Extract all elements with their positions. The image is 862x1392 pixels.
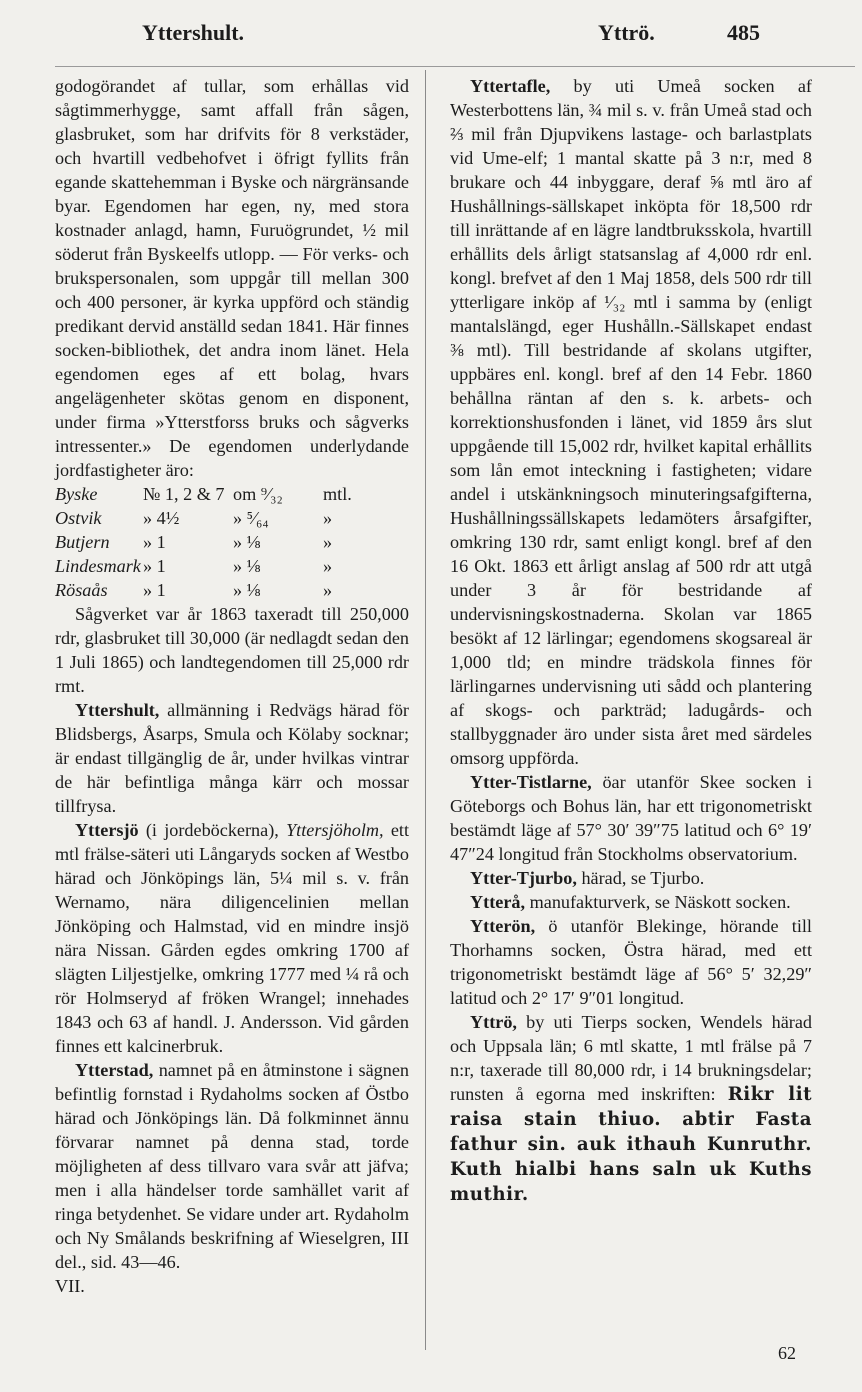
holding-fraction: » ⅛ bbox=[233, 532, 261, 552]
holding-unit: mtl. bbox=[323, 484, 352, 504]
entry-yttera bbox=[450, 890, 812, 914]
paragraph-sawmill: Sågverket var år 1863 taxeradt till 250,000 rdr, glasbruket till 30,000 (är nedlagdt sedan den 1 Juli 1865) och landtegendomen till 25,000 rdr rmt. bbox=[55, 604, 409, 696]
holding-row bbox=[55, 506, 409, 530]
entry-head: Ytterå, bbox=[470, 892, 526, 912]
holding-name: Byske bbox=[55, 484, 98, 504]
entry-ytter-tistlarne bbox=[450, 770, 812, 866]
entry-text: allmänning i Redvägs härad för Blidsbergs, Åsarps, Smula och Kölaby socknar; är endast tillgänglig de år, under hvilkas vintrar de här befintliga många kärr och mossar tillfrysa. bbox=[55, 700, 409, 816]
entry-ytterstad bbox=[55, 1058, 409, 1274]
left-column bbox=[55, 74, 409, 1298]
holding-fraction: » ⅛ bbox=[233, 556, 261, 576]
holding-number: » 4½ bbox=[143, 508, 180, 528]
holding-number: № 1, 2 & 7 bbox=[143, 484, 225, 504]
holding-fraction: » ⁵⁄₆₄ bbox=[233, 508, 269, 528]
footer-mark: 62 bbox=[778, 1343, 796, 1363]
header-right-title: Yttrö. bbox=[598, 20, 655, 45]
holdings-list bbox=[55, 482, 409, 602]
entry-head: Ytterön, bbox=[470, 916, 536, 936]
holding-row bbox=[55, 578, 409, 602]
entry-ytteron bbox=[450, 914, 812, 1010]
entry-ytter-tjurbo bbox=[450, 866, 812, 890]
header-rule bbox=[55, 66, 855, 67]
entry-text: härad, se Tjurbo. bbox=[576, 868, 705, 888]
holding-number: » 1 bbox=[143, 532, 166, 552]
holding-unit: » bbox=[323, 532, 333, 552]
entry-head: Yttertafle, bbox=[470, 76, 551, 96]
entry-text: by uti Umeå socken af Westerbottens län, ¾ mil s. v. från Umeå stad och ⅔ mil från Djupvikens lastage- och barlastplats vid Ume-elf; 1 mantal skatte på 3 n:r, med 8 brukare och 44 inbyggare, deraf ⅝ mtl äro af Hushållnings-sällskapet inköpta för 18,500 rdr till inrättande af en lägre landtbruksskola, hvartill erhållits dels årligt statsanslag af 4,000 rdr enl. kongl. brefvet af den 1 Maj 1858, dels 500 rdr till ytterligare inköp af ¹⁄₃₂ mtl i samma by (enligt mantalslängd, eger Hushålln.-Sällskapet endast ⅜ mtl). Till bestridande af skolans utgifter, uppbäres enl. kongl. bref af den 14 Febr. 1860 behållna räntan af den s. k. arbets- och korrektionshusfonden i länet, vid 1859 års slut uppgående till 15,002 rdr, hvilket kapital erhållits som lån emot inteckning i fastigheten; vidare andel i utskänkningsoch minuteringsafgifterna, Hushållningssällskapets ledamöters årsafgifter, omkring 130 rdr, samt enligt kongl. bref af den 16 Okt. 1863 ett årligt anslag af 500 rdr att utgå under 3 år för bestridande af undervisningskostnaderna. Skolan var 1865 besökt af 12 lärlingar; egendomens skogsareal är 1,000 tld; en mindre trädskola finnes för lärlingarnes undervisning uti sådd och plantering af skogs- och parkträd; ladugårds- och stallbyggnader äro under sista året med särdeles omsorg uppförda. bbox=[450, 76, 812, 768]
entry-text: ö utanför Blekinge, hörande till Thorhamns socken, Östra härad, med ett trigonometriskt bestämdt läge af 56° 5′ 32,29″ latitud och 2° 17′ 9″01 longitud. bbox=[450, 916, 812, 1008]
entry-head: Ytter-Tjurbo, bbox=[470, 868, 577, 888]
entry-text: ett mtl frälse-säteri uti Långaryds socken af Westbo härad och Jönköpings län, 5¼ mil s. v. från Wernamo, nära diligencelinien mellan Jönköping och Halmstad, vid en mindre insjö nära Nissan. Gården egdes omkring 1700 af slägten Liljestjelke, omkring 1777 med ¼ rå och rör Holmseryd af fröken Wrangel; innehades 1843 och 63 af handl. J. Andersson. Vid gården finnes ett kalcinerbruk. bbox=[55, 820, 410, 1056]
entry-text: (i jordeböckerna), bbox=[138, 820, 287, 840]
entry-text: manufakturverk, se Näskott socken. bbox=[525, 892, 791, 912]
holding-fraction: om ⁹⁄₃₂ bbox=[233, 484, 283, 504]
entry-italic: Yttersjöholm, bbox=[286, 820, 384, 840]
entry-head: Yttrö, bbox=[470, 1012, 517, 1032]
entry-text: öar utanför Skee socken i Göteborgs och Bohus län, har ett trigonometriskt bestämdt läge af 57° 30′ 39″75 latitud och 6° 19′ 47″24 longitud från Stockholms observatorium. bbox=[450, 772, 812, 864]
entry-head: Ytter-Tistlarne, bbox=[470, 772, 592, 792]
entry-yttersjo bbox=[55, 818, 409, 1058]
holding-name: Lindesmark bbox=[55, 556, 141, 576]
entry-yttro bbox=[450, 1010, 812, 1207]
holding-row bbox=[55, 554, 409, 578]
right-column bbox=[450, 74, 812, 1207]
holding-row bbox=[55, 482, 409, 506]
holding-fraction: » ⅛ bbox=[233, 580, 261, 600]
page-number: 485 bbox=[727, 20, 760, 45]
entry-head: Yttershult, bbox=[75, 700, 160, 720]
signature-mark: VII. bbox=[55, 1276, 85, 1296]
holding-name: Ostvik bbox=[55, 508, 102, 528]
running-header bbox=[0, 20, 862, 60]
entry-text: by uti Tierps socken, Wendels härad och Uppsala län; 6 mtl skatte, 1 mtl frälse på 7 n:r, taxerade till 80,000 rdr, i 14 brukningsdelar; runsten å egorna med inskriften: bbox=[450, 1012, 812, 1104]
holding-unit: » bbox=[323, 508, 333, 528]
entry-head: Ytterstad, bbox=[75, 1060, 154, 1080]
entry-yttershult bbox=[55, 698, 409, 818]
holding-number: » 1 bbox=[143, 556, 166, 576]
holding-unit: » bbox=[323, 580, 333, 600]
holding-name: Rösaås bbox=[55, 580, 108, 600]
column-divider bbox=[425, 70, 426, 1350]
runic-inscription: Rikr lit raisa stain thiuo. abtir Fasta fathur sin. auk ithauh Kunruthr. Kuth hialbi hans saln uk Kuths muthir. bbox=[450, 1084, 813, 1205]
holding-unit: » bbox=[323, 556, 333, 576]
header-left-title: Yttershult. bbox=[142, 20, 245, 45]
entry-head: Yttersjö bbox=[75, 820, 139, 840]
holding-row bbox=[55, 530, 409, 554]
holding-name: Butjern bbox=[55, 532, 110, 552]
entry-yttertafle bbox=[450, 74, 812, 770]
entry-text: namnet på en åtminstone i sägnen befintlig fornstad i Rydaholms socken af Östbo härad och Jönköpings län. Då folkminnet ännu förvarar namnet på denna stad, torde möjligheten af dess tillvaro vara svår att jäfva; men i alla händelser torde samhället varit af ringa betydenhet. Se vidare under art. Rydaholm och Ny Smålands beskrifning af Wieselgren, III del., sid. 43—46. bbox=[55, 1060, 409, 1272]
holding-number: » 1 bbox=[143, 580, 166, 600]
paragraph-continuation: godogörandet af tullar, som erhållas vid sågtimmerhygge, samt affall från sågen, glasbruket, som har drifvits för 8 verkstäder, och hvartill vedbehofvet i öfrigt fyllits från egande skattehemman i Byske och närgränsande byar. Egendomen har egen, ny, med stora kostnader anlagd, hamn, Furuögrundet, ½ mil söderut från Byskeelfs utlopp. — För verks- och brukspersonalen, som uppgår till mellan 300 och 400 personer, är kyrka uppförd och ständig predikant dervid anställd sedan 1841. Här finnes socken-bibliothek, det andra inom länet. Hela egendomen eges af ett bolag, hvars angelägenheter skötas genom en disponent, under firma »Ytterstforss bruks och sågverks intressenter.» De egendomen underlydande jordfastigheter äro: bbox=[55, 76, 409, 480]
